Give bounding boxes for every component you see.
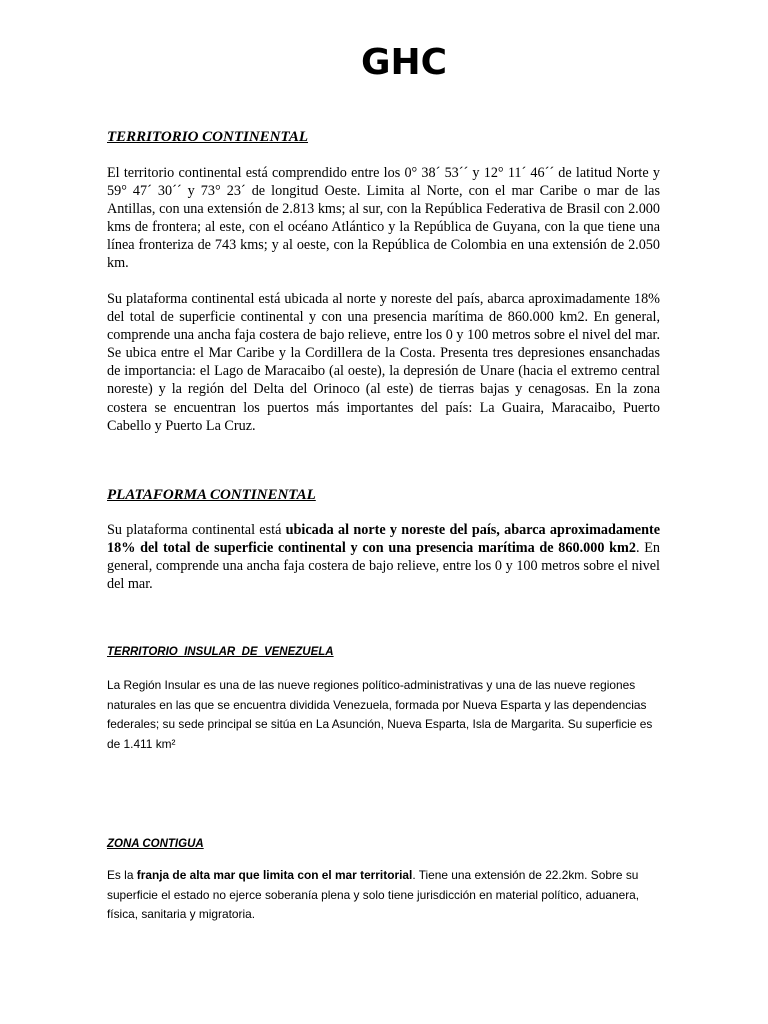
section-paragraph [107,164,660,273]
paragraph-text: Su plataforma continental está [107,522,286,538]
paragraph-text: . En general, comprende una ancha faja costera de bajo relieve, entre los 0 y 100 metros sobre el nivel del mar. [107,540,660,593]
paragraph-bold-text: ubicada al norte y noreste del país, abarca aproximadamente 18% del total de superficie continental y con una presencia marítima de 860.000 km2 [107,522,661,557]
section-heading: ZONA CONTIGUA [107,838,204,850]
paragraph-region-insular: La Región Insular es una de las nueve regiones político-administrativas y una de las nueve regiones naturales en las que se encuentra dividida Venezuela, formada por Nueva Esparta y las dependencias federales; su sede principal se sitúa en La Asunción, Nueva Esparta, Isla de Margarita. Su superficie es de 1.411 km² [107,678,653,751]
page-title: GHC [360,42,448,83]
section-zona-contigua [107,836,660,852]
section-territorio-insular [107,644,660,660]
paragraph-plataforma [107,521,660,593]
section-territorio-continental [107,128,660,146]
section-paragraph [107,866,660,925]
paragraph-coastal-zone: Su plataforma continental está ubicada al norte y noreste del país, abarca aproximadamente 18% del total de superficie continental y con una presencia marítima de 860.000 km2. En general, comprende una ancha faja costera de bajo relieve, entre los 0 y 100 metros sobre el nivel del mar. Se ubica entre el Mar Caribe y la Cordillera de la Costa. Presenta tres depresiones ensanchadas de importancia: el Lago de Maracaibo (al oeste), la depresión de Unare (hacia el extremo central noreste) y la región del Delta del Orinoco (al este) de tierras bajas y cenagosas. En la zona costera se encuentran los puertos más importantes del país: La Guaira, Maracaibo, Puerto Cabello y Puerto La Cruz. [107,291,660,434]
section-paragraph [107,676,660,754]
paragraph-zona-contigua [107,866,660,925]
section-paragraph [107,521,660,593]
paragraph-limits: El territorio continental está comprendido entre los 0° 38´ 53´´ y 12° 11´ 46´´ de latitud Norte y 59° 47´ 30´´ y 73° 23´ de longitud Oeste. Limita al Norte, con el mar Caribe o mar de las Antillas, con una extensión de 2.813 kms; al sur, con la República Federativa de Brasil con 2.000 kms de frontera; al este, con el océano Atlántico y la República de Guyana, con la que tiene una línea fronteriza de 743 kms; y al oeste, con la República de Colombia en una extensión de 2.050 km. [107,165,660,272]
paragraph-text: . Tiene una extensión de 22.2km. Sobre su superficie el estado no ejerce soberanía plena y solo tiene jurisdicción en material político, aduanera, física, sanitaria y migratoria. [107,868,640,921]
section-paragraph [107,290,660,435]
paragraph-bold-text: franja de alta mar que limita con el mar territorial [136,868,413,882]
section-plataforma-continental [107,486,660,504]
section-heading: TERRITORIO INSULAR DE VENEZUELA [107,646,334,658]
paragraph-text: Es la [107,868,137,882]
section-heading: PLATAFORMA CONTINENTAL [107,487,316,503]
section-heading: TERRITORIO CONTINENTAL [107,129,309,145]
